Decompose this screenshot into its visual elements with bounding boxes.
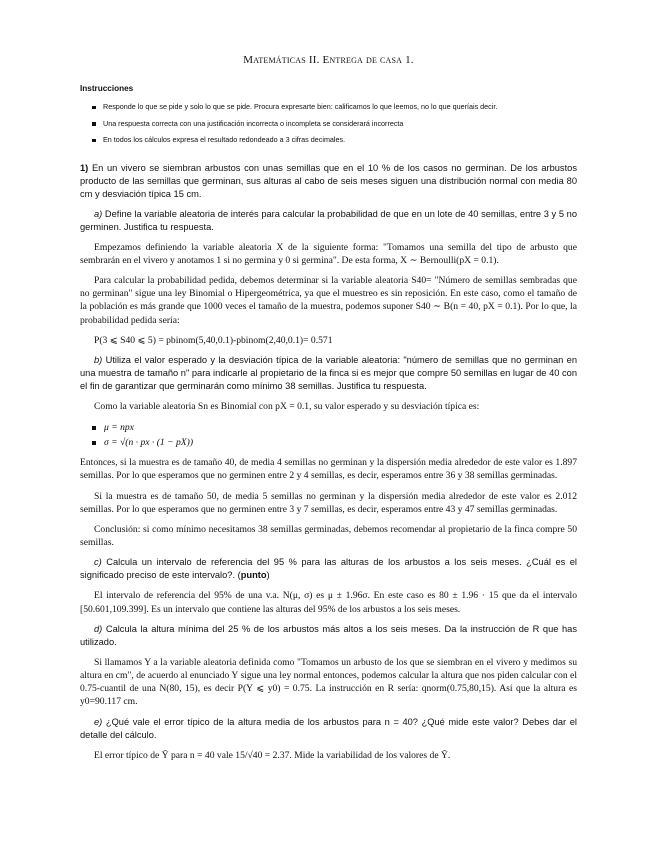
answer-a-formula: P(3 ⩽ S40 ⩽ 5) = pbinom(5,40,0.1)-pbinom(2,40,0.1)= 0.571: [94, 334, 333, 346]
question-c-close: ): [266, 570, 270, 581]
instructions-list: [80, 99, 577, 149]
answer-a-1: Empezamos definiendo la variable aleatoria X de la siguiente forma: "Tomamos una semilla del tipo de arbusto que sembrarán en el vivero y anotamos 1 si no germina y 0 si germina". De esta forma, X ∼ Bernoulli(pX = 0.1).: [80, 241, 577, 266]
question-b-label: b): [94, 354, 103, 365]
answer-b-2: Entonces, si la muestra es de tamaño 40, de media 4 semillas no germinan y la dispersión media alrededor de este valor es 1.897 semillas. Por lo que esperamos que no germinen entre 2 y 4 semillas, es decir, esperamos entre 36 y 38 semillas germinadas.: [80, 457, 577, 482]
question-1-number: 1): [80, 162, 89, 173]
question-a: [80, 208, 577, 234]
answer-a-2: Para calcular la probabilidad pedida, debemos determinar si la variable aleatoria S40= "Número de semillas sembradas que no germinan" sigue una ley Binomial o Hipergeométrica, ya que el muestreo es sin reposición. En este caso, como el tamaño de la población es más grande que 1000 veces el tamaño de la muestra, podemos suponer S40 ∼ B(n = 40, pX = 0.1). Por lo que, la probabilidad pedida sería:: [80, 274, 577, 326]
question-d: [80, 623, 577, 649]
answer-b-3: Si la muestra es de tamaño 50, de media 5 semillas no germinan y la dispersión media alrededor de este valor es 2.012 semillas. Por lo que esperamos que no germinen entre 3 y 7 semillas, es decir, esperamos entre 43 y 47 semillas germinadas.: [80, 490, 577, 515]
answer-b-4: Conclusión: si como mínimo necesitamos 38 semillas germinadas, debemos recomendar al propietario de la finca compre 50 semillas.: [80, 523, 577, 549]
question-c-label: c): [94, 557, 102, 568]
question-c-points: punto: [240, 570, 267, 581]
answer-d-1: Si llamamos Y a la variable aleatoria definida como "Tomamos un arbusto de los que se siembran en el vivero y medimos su altura en cm", de acuerdo al enunciado Y sigue una ley normal entonces, podemos calcular la altura que nos piden calcular con el 0.75-cuantil de una N(80, 15), es decir P(Y ⩽ y0) = 0.75. La instrucción en R sería: qnorm(0.75,80,15). Así que la altura es y0=90.117 cm.: [80, 656, 577, 708]
question-e-label: e): [94, 716, 103, 727]
question-b-text: Utiliza el valor esperado y la desviación típica de la variable aleatoria: "número de semillas que no germinan en una muestra de tamaño n" para indicarle al propietario de la finca si es mejor que compre 50 semillas en lugar de 40 con el fin de garantizar que germinarán como mínimo 38 semillas. Justifica tu respuesta.: [80, 354, 577, 391]
instruction-item: Una respuesta correcta con una justificación incorrecta o incompleta se considerará incorrecta: [92, 116, 577, 133]
question-b: [80, 354, 577, 393]
instruction-item: En todos los cálculos expresa el resultado redondeado a 3 cifras decimales.: [92, 132, 577, 149]
question-e: [80, 716, 577, 742]
question-a-text: Define la variable aleatoria de interés para calcular la probabilidad de que en un lote de 40 semillas, entre 3 y 5 no germinen. Justifica tu respuesta.: [80, 208, 577, 232]
page-title: Matemáticas II. Entrega de casa 1.: [243, 54, 414, 66]
question-c: [80, 556, 577, 582]
question-c-text: Calcula un intervalo de referencia del 95 % para las alturas de los arbustos a los seis meses. ¿Cuál es el significado preciso de este intervalo?. (: [80, 557, 577, 581]
expected-value-formula: μ = npx: [92, 420, 577, 435]
answer-b-1: Como la variable aleatoria Sn es Binomial con pX = 0.1, su valor esperado y su desviación típica es:: [94, 400, 480, 412]
answer-c-1: El intervalo de referencia del 95% de una v.a. N(μ, σ) es μ ± 1.96σ. En este caso es 80 ± 1.96 · 15 que da el intervalo [50.601,109.399]. Es un intervalo que contiene las alturas del 95% de los arbustos a los seis meses.: [80, 590, 577, 615]
question-1: [80, 162, 577, 201]
question-d-text: Calcula la altura mínima del 25 % de los arbustos más altos a los seis meses. Da la instrucción de R que has utilizado.: [80, 623, 577, 647]
std-dev-formula: σ = √(n · px · (1 − pX)): [92, 435, 577, 450]
instruction-item: Responde lo que se pide y solo lo que se pide. Procura expresarte bien: calificamos lo que leemos, no lo que queríais decir.: [92, 99, 577, 116]
question-d-label: d): [94, 623, 103, 634]
question-a-label: a): [94, 208, 103, 219]
answer-e-1: El error típico de Ỹ para n = 40 vale 15/√40 = 2.37. Mide la variabilidad de los valores de Ỹ.: [94, 749, 451, 761]
document-page: [80, 54, 577, 769]
question-e-text: ¿Qué vale el error típico de la altura media de los arbustos para n = 40? ¿Qué mide este valor? Debes dar el detalle del cálculo.: [80, 716, 577, 740]
expectation-list: [80, 420, 577, 450]
instructions-heading: Instrucciones: [80, 84, 134, 93]
question-1-text: En un vivero se siembran arbustos con unas semillas que en el 10 % de los casos no germinan. De los arbustos producto de las semillas que germinan, sus alturas al cabo de seis meses siguen una distribución normal con media 80 cm y desviación típica 15 cm.: [80, 162, 577, 199]
